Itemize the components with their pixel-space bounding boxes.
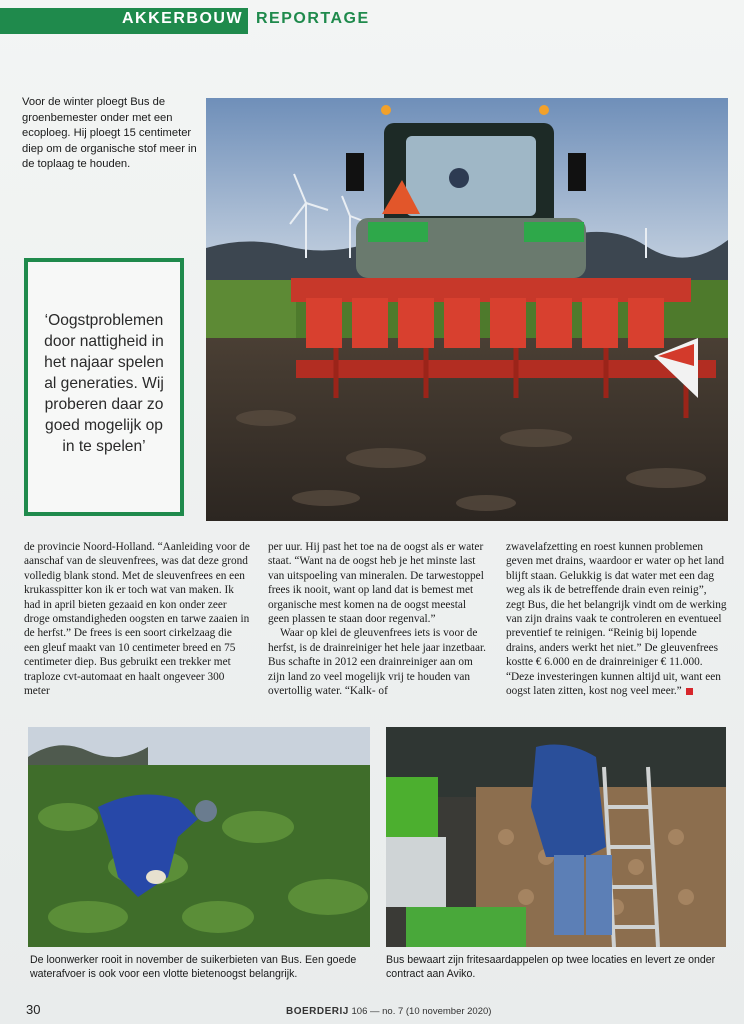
tractor-plough-photo bbox=[206, 98, 728, 521]
body-paragraph: zwavelafzetting en roest kunnen problemen geven met drains, waardoor er water op het land blijft staan. Gelukkig is dat water met een dag weg als ik de betreffende drain even reinig”, zegt Bus, die het belangrijk vindt om de werking van zijn drains vaak te controleren en eventueel preventief te reinigen. “Reinig bij lopende drains, anders werkt het niet.” De gleuvenfrees kostte € 6.000 en de drainreiniger € 11.000. “Deze investeringen kunnen altijd uit, want een oogst laten zitten, kost nog veel meer.” bbox=[506, 541, 727, 698]
body-column-2 bbox=[268, 540, 490, 698]
section-label: AKKERBOUW bbox=[122, 10, 244, 27]
end-mark-icon bbox=[686, 688, 693, 695]
body-paragraph: per uur. Hij past het toe na de oogst als er water staat. “Want na de oogst heb je het minste last van uitspoeling van mineralen. De tarwestoppel frees ik nooit, want op land dat is bemest met organische mest komen na de oogst meestal geen plassen te staan door regenval.” bbox=[268, 541, 484, 626]
pull-quote-box bbox=[24, 258, 184, 516]
pull-quote-text: ‘Oogstproblemen door nattigheid in het najaar spelen al generaties. Wij proberen daar zo goed mogelijk op in te spelen’ bbox=[44, 312, 164, 455]
kicker-label: REPORTAGE bbox=[256, 10, 370, 27]
caption-left: De loonwerker rooit in november de suikerbieten van Bus. Een goede waterafvoer is ook voor een vlotte bietenoogst belangrijk. bbox=[30, 954, 357, 980]
footer-line bbox=[286, 1006, 491, 1017]
potato-storage-photo bbox=[386, 727, 726, 947]
magazine-name: BOERDERIJ bbox=[286, 1006, 349, 1017]
body-paragraph: Waar op klei de gleuvenfrees iets is voor de herfst, is de drainreiniger het hele jaar inzetbaar. Bus schafte in 2012 een drainreiniger aan om zijn land zo veel mogelijk vrij te houden van overtollig water. “Kalk- of bbox=[268, 627, 486, 698]
caption-right: Bus bewaart zijn fritesaardappelen op twee locaties en levert ze onder contract aan Aviko. bbox=[386, 954, 716, 980]
page-number: 30 bbox=[26, 1002, 41, 1017]
body-column-3 bbox=[506, 540, 728, 698]
intro-caption: Voor de winter ploegt Bus de groenbemester onder met een ecoploeg. Hij ploegt 15 centimeter diep om de organische stof meer in de toplaag te houden. bbox=[22, 96, 197, 170]
body-column-1 bbox=[24, 540, 250, 698]
issue-info: 106 — no. 7 (10 november 2020) bbox=[351, 1006, 492, 1017]
beet-harvest-photo bbox=[28, 727, 370, 947]
body-paragraph: de provincie Noord-Holland. “Aanleiding voor de aanschaf van de sleuvenfrees, was dat deze grond volledig blank stond. Met de sleuvenfrees en een krukasspitter kon ik er toch wat van maken. Ik had in april bieten gezaaid en kon onder zeer droge omstandigheden oogsten en tarwe zaaien in de herfst.” De frees is een soort cirkelzaag die een gleuf maakt van 10 centimeter breed en 75 centimeter diep. Bus gebruikt een trekker met traploze cvt-automaat en haalt ongeveer 300 meter bbox=[24, 541, 250, 698]
